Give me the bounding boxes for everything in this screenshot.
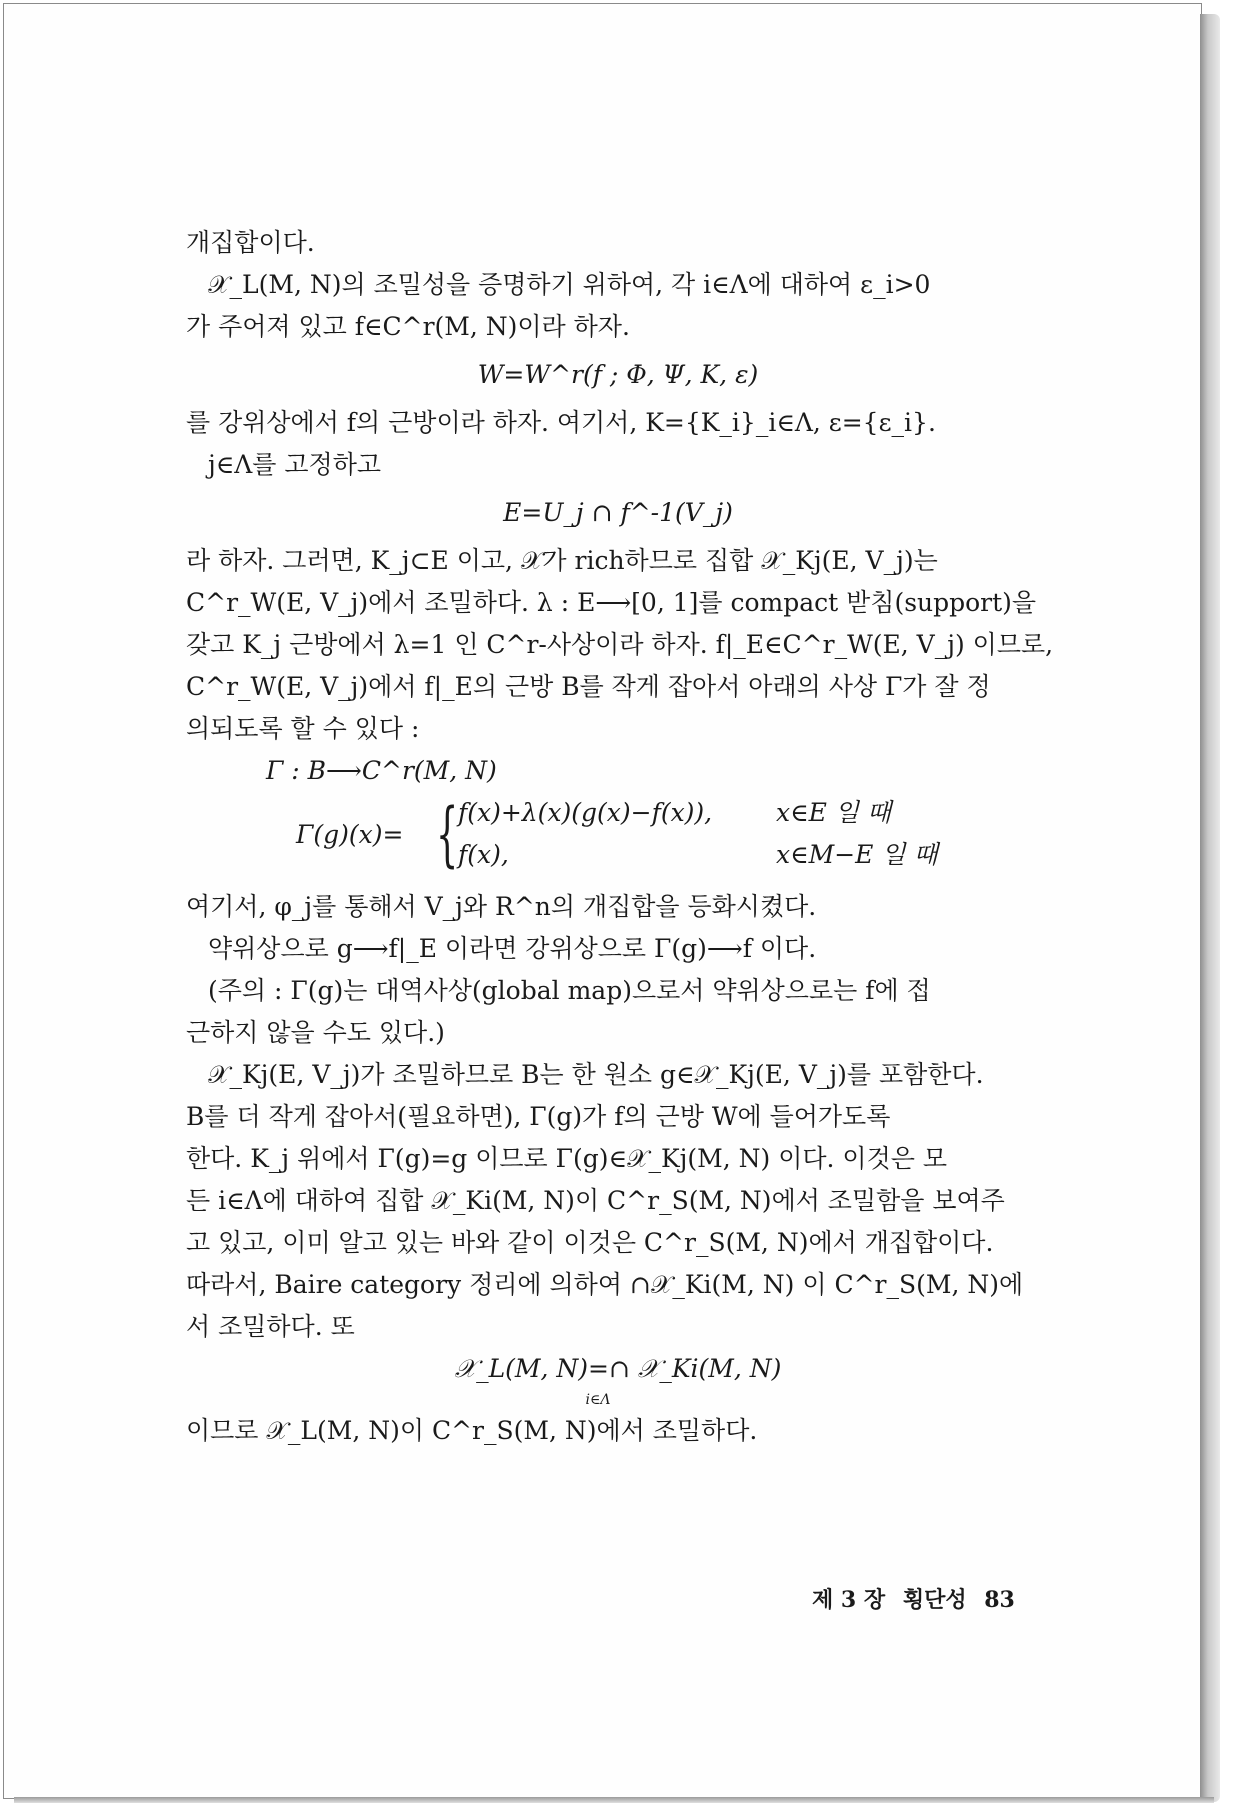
text-line: 여기서, φ_j를 통해서 V_j와 R^n의 개집합을 등화시켰다. xyxy=(186,892,817,921)
text-line: 서 조밀하다. 또 xyxy=(186,1312,355,1341)
case-row-1: f(x)+λ(x)(g(x)−f(x)), xyxy=(458,798,713,827)
page-edge-shadow xyxy=(1200,14,1220,1802)
equation-gamma-cases xyxy=(186,792,1050,876)
text-line: 의되도록 할 수 있다 : xyxy=(186,714,420,743)
text-line: 𝒳_Kj(E, V_j)가 조밀하므로 B는 한 원소 g∈𝒳_Kj(E, V_j)를 포함한다. xyxy=(208,1060,984,1089)
page-bottom-shadow xyxy=(14,1797,1214,1803)
text-line: 라 하자. 그러면, K_j⊂E 이고, 𝒳가 rich하므로 집합 𝒳_Kj(E, V_j)는 xyxy=(186,546,938,575)
text-line: B를 더 작게 잡아서(필요하면), Γ(g)가 f의 근방 W에 들어가도록 xyxy=(186,1102,891,1131)
text-line: 근하지 않을 수도 있다.) xyxy=(186,1018,445,1047)
text-line: C^r_W(E, V_j)에서 f|_E의 근방 B를 작게 잡아서 아래의 사상 Γ가 잘 정 xyxy=(186,672,991,701)
text-line: 를 강위상에서 f의 근방이라 하자. 여기서, K={K_i}_i∈Λ, ε={ε_i}. xyxy=(186,408,936,437)
equation-e: E=U_j ∩ f^-1(V_j) xyxy=(503,498,733,527)
text-line: 한다. K_j 위에서 Γ(g)=g 이므로 Γ(g)∈𝒳_Kj(M, N) 이다. 이것은 모 xyxy=(186,1144,947,1173)
equation-intersection-index: i∈Λ xyxy=(585,1392,611,1408)
text-line: 이므로 𝒳_L(M, N)이 C^r_S(M, N)에서 조밀하다. xyxy=(186,1416,758,1445)
text-line: 약위상으로 g⟶f|_E 이라면 강위상으로 Γ(g)⟶f 이다. xyxy=(208,934,817,963)
text-line: 개집합이다. xyxy=(186,228,315,257)
case-condition-2: x∈M−E 일 때 xyxy=(776,840,938,869)
text-line: 고 있고, 이미 알고 있는 바와 같이 이것은 C^r_S(M, N)에서 개집합이다. xyxy=(186,1228,994,1257)
equation-w: W=W^r(f ; Φ, Ψ, K, ε) xyxy=(477,360,759,389)
case-condition-1: x∈E 일 때 xyxy=(776,798,892,827)
text-line: 갖고 K_j 근방에서 λ=1 인 C^r-사상이라 하자. f|_E∈C^r_W(E, V_j) 이므로, xyxy=(186,630,1054,659)
text-line: 𝒳_L(M, N)의 조밀성을 증명하기 위하여, 각 i∈Λ에 대하여 ε_i>0 xyxy=(208,270,931,299)
case-row-2: f(x), xyxy=(458,840,509,869)
equation-intersection: 𝒳_L(M, N)=∩ 𝒳_Ki(M, N) xyxy=(454,1354,782,1383)
page-body xyxy=(186,222,1054,1452)
page-number: 83 xyxy=(984,1587,1015,1613)
text-line: (주의 : Γ(g)는 대역사상(global map)으로서 약위상으로는 f에 접 xyxy=(208,976,931,1005)
text-line: 가 주어져 있고 f∈C^r(M, N)이라 하자. xyxy=(186,312,630,341)
text-line: 든 i∈Λ에 대하여 집합 𝒳_Ki(M, N)이 C^r_S(M, N)에서 조밀함을 보여주 xyxy=(186,1186,1005,1215)
brace-symbol: { xyxy=(436,793,459,875)
case-lhs: Γ(g)(x)= xyxy=(296,820,404,849)
text-line: 따라서, Baire category 정리에 의하여 ∩𝒳_Ki(M, N) 이 C^r_S(M, N)에 xyxy=(186,1270,1024,1299)
chapter-label: 제 3 장 xyxy=(812,1587,886,1613)
text-line: C^r_W(E, V_j)에서 조밀하다. λ : E⟶[0, 1]를 compact 받침(support)을 xyxy=(186,588,1037,617)
chapter-title: 횡단성 xyxy=(902,1587,967,1613)
page-footer xyxy=(812,1583,1025,1614)
text-line: j∈Λ를 고정하고 xyxy=(208,450,382,479)
spacer xyxy=(186,876,1050,886)
equation-gamma-map: Γ : B⟶C^r(M, N) xyxy=(266,756,497,785)
